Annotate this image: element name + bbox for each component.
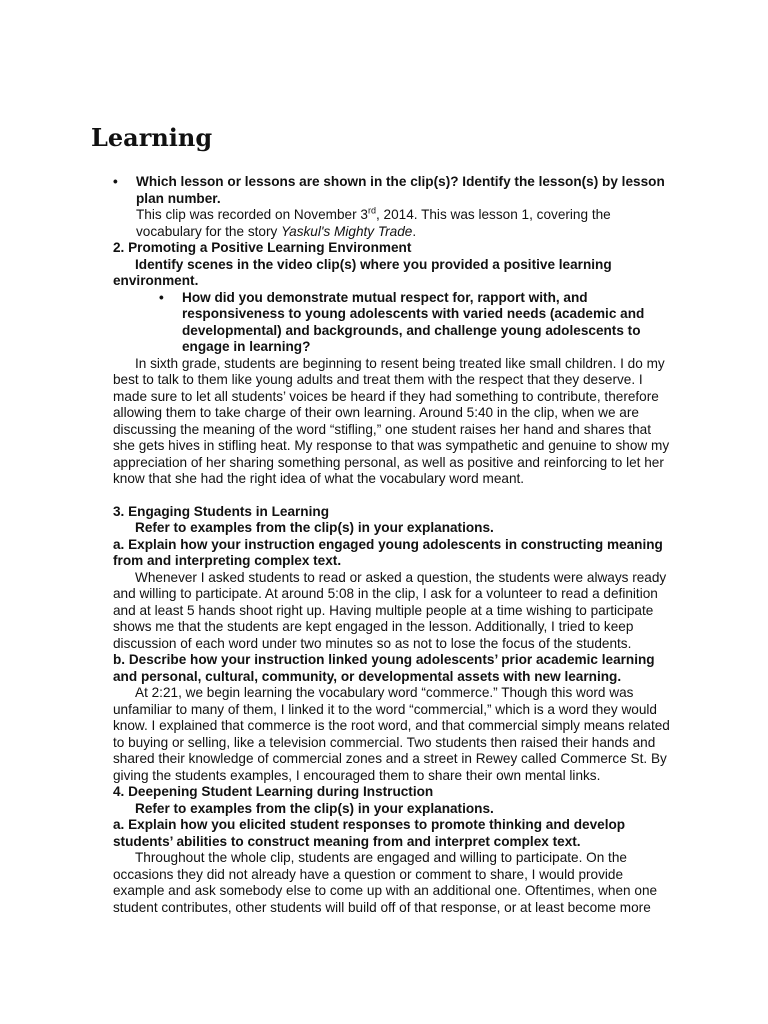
sub-bullet [113, 290, 673, 356]
document-body [113, 174, 673, 916]
section-prompt: Refer to examples from the clip(s) in your explanations. [135, 520, 494, 535]
section-heading: 2. Promoting a Positive Learning Environment [113, 240, 412, 255]
section-heading: 3. Engaging Students in Learning [113, 503, 329, 519]
question-heading: b. Describe how your instruction linked young adolescents’ prior academic learning and personal, cultural, community, or developmental assets with new learning. [113, 652, 655, 684]
section-prompt: Identify scenes in the video clip(s) where you provided a positive learning environment. [113, 256, 612, 288]
lesson-bullet [113, 174, 673, 240]
bullet-icon: • [113, 174, 118, 189]
page-title: Learning [91, 123, 213, 152]
sub-bullet-question: How did you demonstrate mutual respect for, rapport with, and responsiveness to young adolescents with varied needs (academic and developmental) and backgrounds, and challenge young adolescents to engage in learning? [182, 289, 645, 354]
lesson-answer: This clip was recorded on November 3rd, 2014. This was lesson 1, covering the vocabulary for the story Yaskul's Mighty Trade. [136, 205, 611, 239]
response-paragraph: In sixth grade, students are beginning to resent being treated like small children. I do my best to talk to them like young adults and treat them with the respect that they deserve. I made sure to let all students’ voices be heard if they had something to contribute, therefore allowing them to take charge of their own learning. Around 5:40 in the clip, when we are discussing the meaning of the word “stifling,” one student raises her hand and shares that she gets hives in stifling heat. My response to that was sympathetic and genuine to show my appreciation of her sharing something personal, as well as positive and reinforcing to let her know that she had the right idea of what the vocabulary word meant. [113, 355, 670, 486]
response-paragraph: At 2:21, we begin learning the vocabulary word “commerce.” Though this word was unfamiliar to many of them, I linked it to the word “commercial,” which is a word they would know. I explained that commerce is the root word, and that commercial simply means related to buying or selling, like a television commercial. Two students then raised their hands and shared their knowledge of commercial zones and a street in Rewey called Commerce St. By giving the students examples, I encouraged them to share their own mental links. [113, 685, 670, 783]
story-title: Yaskul's Mighty Trade [281, 223, 413, 239]
lesson-question: Which lesson or lessons are shown in the clip(s)? Identify the lesson(s) by lesson plan number. [136, 174, 665, 206]
response-paragraph: Whenever I asked students to read or asked a question, the students were always ready and willing to participate. At around 5:08 in the clip, I ask for a volunteer to read a definition and at least 5 hands shoot right up. Having multiple people at a time wishing to participate shows me that the students are kept engaged in the lesson. Additionally, I tried to keep discussion of each word under two minutes so as not to lose the focus of the students. [113, 569, 667, 651]
bullet-icon: • [159, 289, 164, 305]
section-heading: 4. Deepening Student Learning during Instruction [113, 784, 434, 799]
question-heading: a. Explain how your instruction engaged young adolescents in constructing meaning from and interpreting complex text. [113, 536, 663, 568]
question-heading: a. Explain how you elicited student responses to promote thinking and develop students’ abilities to construct meaning from and interpret complex text. [113, 817, 626, 849]
response-paragraph: Throughout the whole clip, students are engaged and willing to participate. On the occasions they did not already have a question or comment to share, I would provide example and ask somebody else to come up with an additional one. Oftentimes, when one student contributes, other students will build off of that response, or at least become more [113, 850, 658, 915]
section-prompt: Refer to examples from the clip(s) in your explanations. [135, 800, 494, 816]
